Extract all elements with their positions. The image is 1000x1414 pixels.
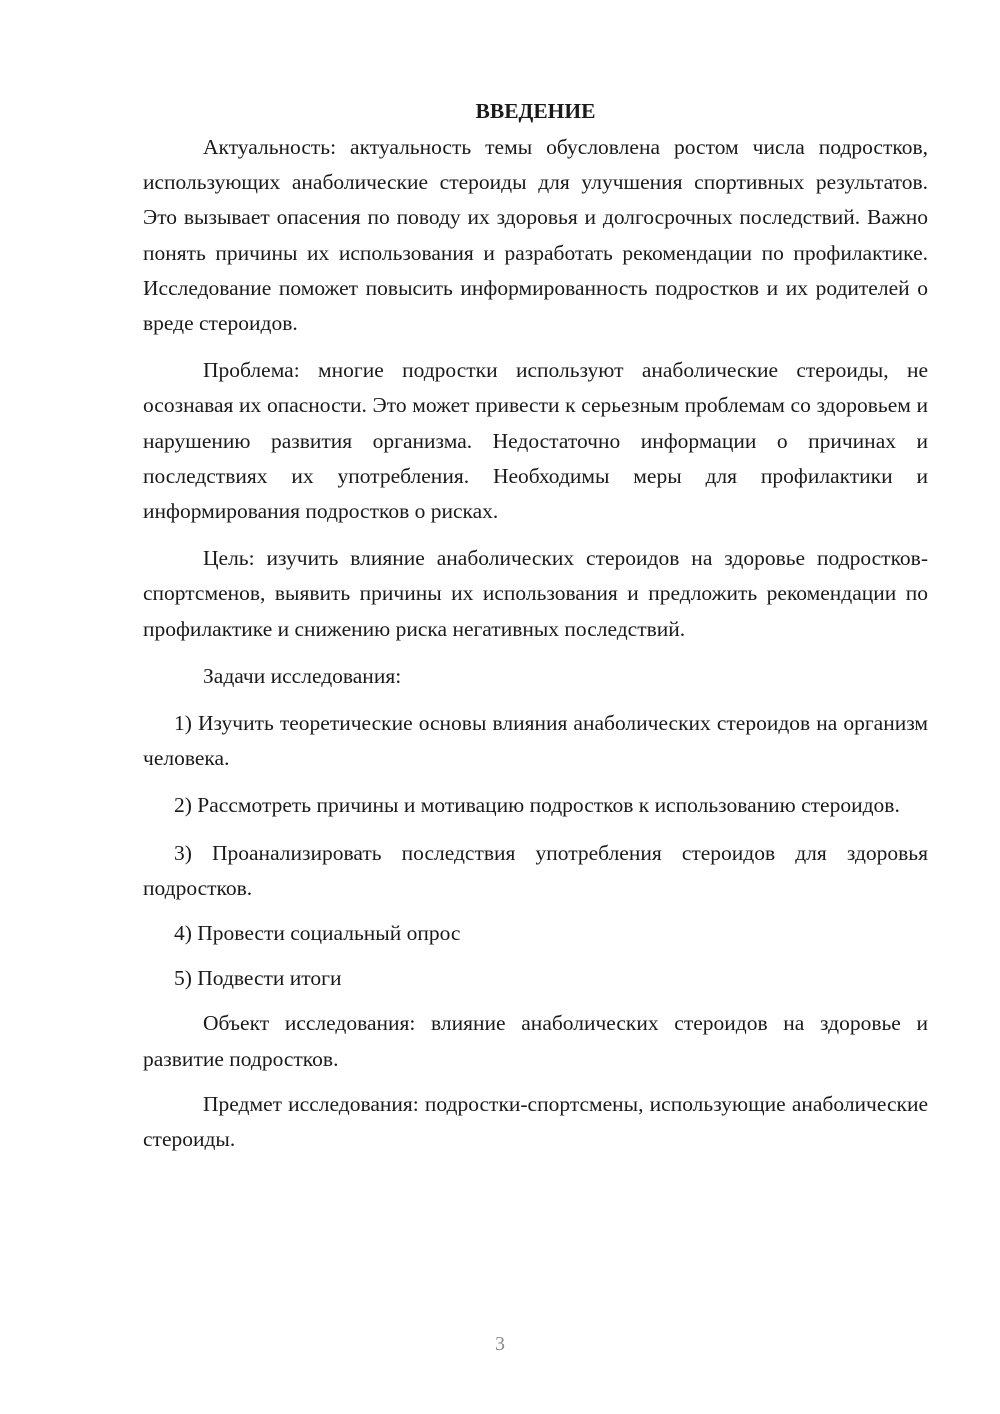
task-item-5: 5) Подвести итоги [174,966,342,991]
page-title: ВВЕДЕНИЕ [475,99,596,123]
document-page [143,92,928,1157]
task-item-1: 1) Изучить теоретические основы влияния анаболических стероидов на организм человека. [143,711,928,771]
paragraph-object: Объект исследования: влияние анаболических стероидов на здоровье и развитие подростков. [143,1011,928,1071]
paragraph-subject: Предмет исследования: подростки-спортсмены, использующие анаболические стероиды. [143,1091,928,1152]
page-number: 3 [495,1333,505,1355]
task-item-3: 3) Проанализировать последствия употребления стероидов для здоровья подростков. [143,840,928,900]
paragraph-relevance: Актуальность: актуальность темы обусловлена ростом числа подростков, использующих анаболические стероиды для улучшения спортивных результатов. Это вызывает опасения по поводу их здоровья и долгосрочных последствий. Важно понять причины их использования и разработать рекомендации по профилактике. Исследование поможет повысить информированность подростков и их родителей о вреде стероидов. [143,135,928,336]
paragraph-problem: Проблема: многие подростки используют анаболические стероиды, не осознавая их опасности. Это может привести к серьезным проблемам со здоровьем и нарушению развития организма. Недостаточно информации о причинах и последствиях их употребления. Необходимы меры для профилактики и информирования подростков о рисках. [143,358,928,524]
paragraph-goal: Цель: изучить влияние анаболических стероидов на здоровье подростков-спортсменов, выявить причины их использования и предложить рекомендации по профилактике и снижению риска негативных последствий. [143,546,928,641]
tasks-heading: Задачи исследования: [203,663,402,688]
task-item-2: 2) Рассмотреть причины и мотивацию подростков к использованию стероидов. [174,793,900,818]
task-item-4: 4) Провести социальный опрос [174,921,461,946]
